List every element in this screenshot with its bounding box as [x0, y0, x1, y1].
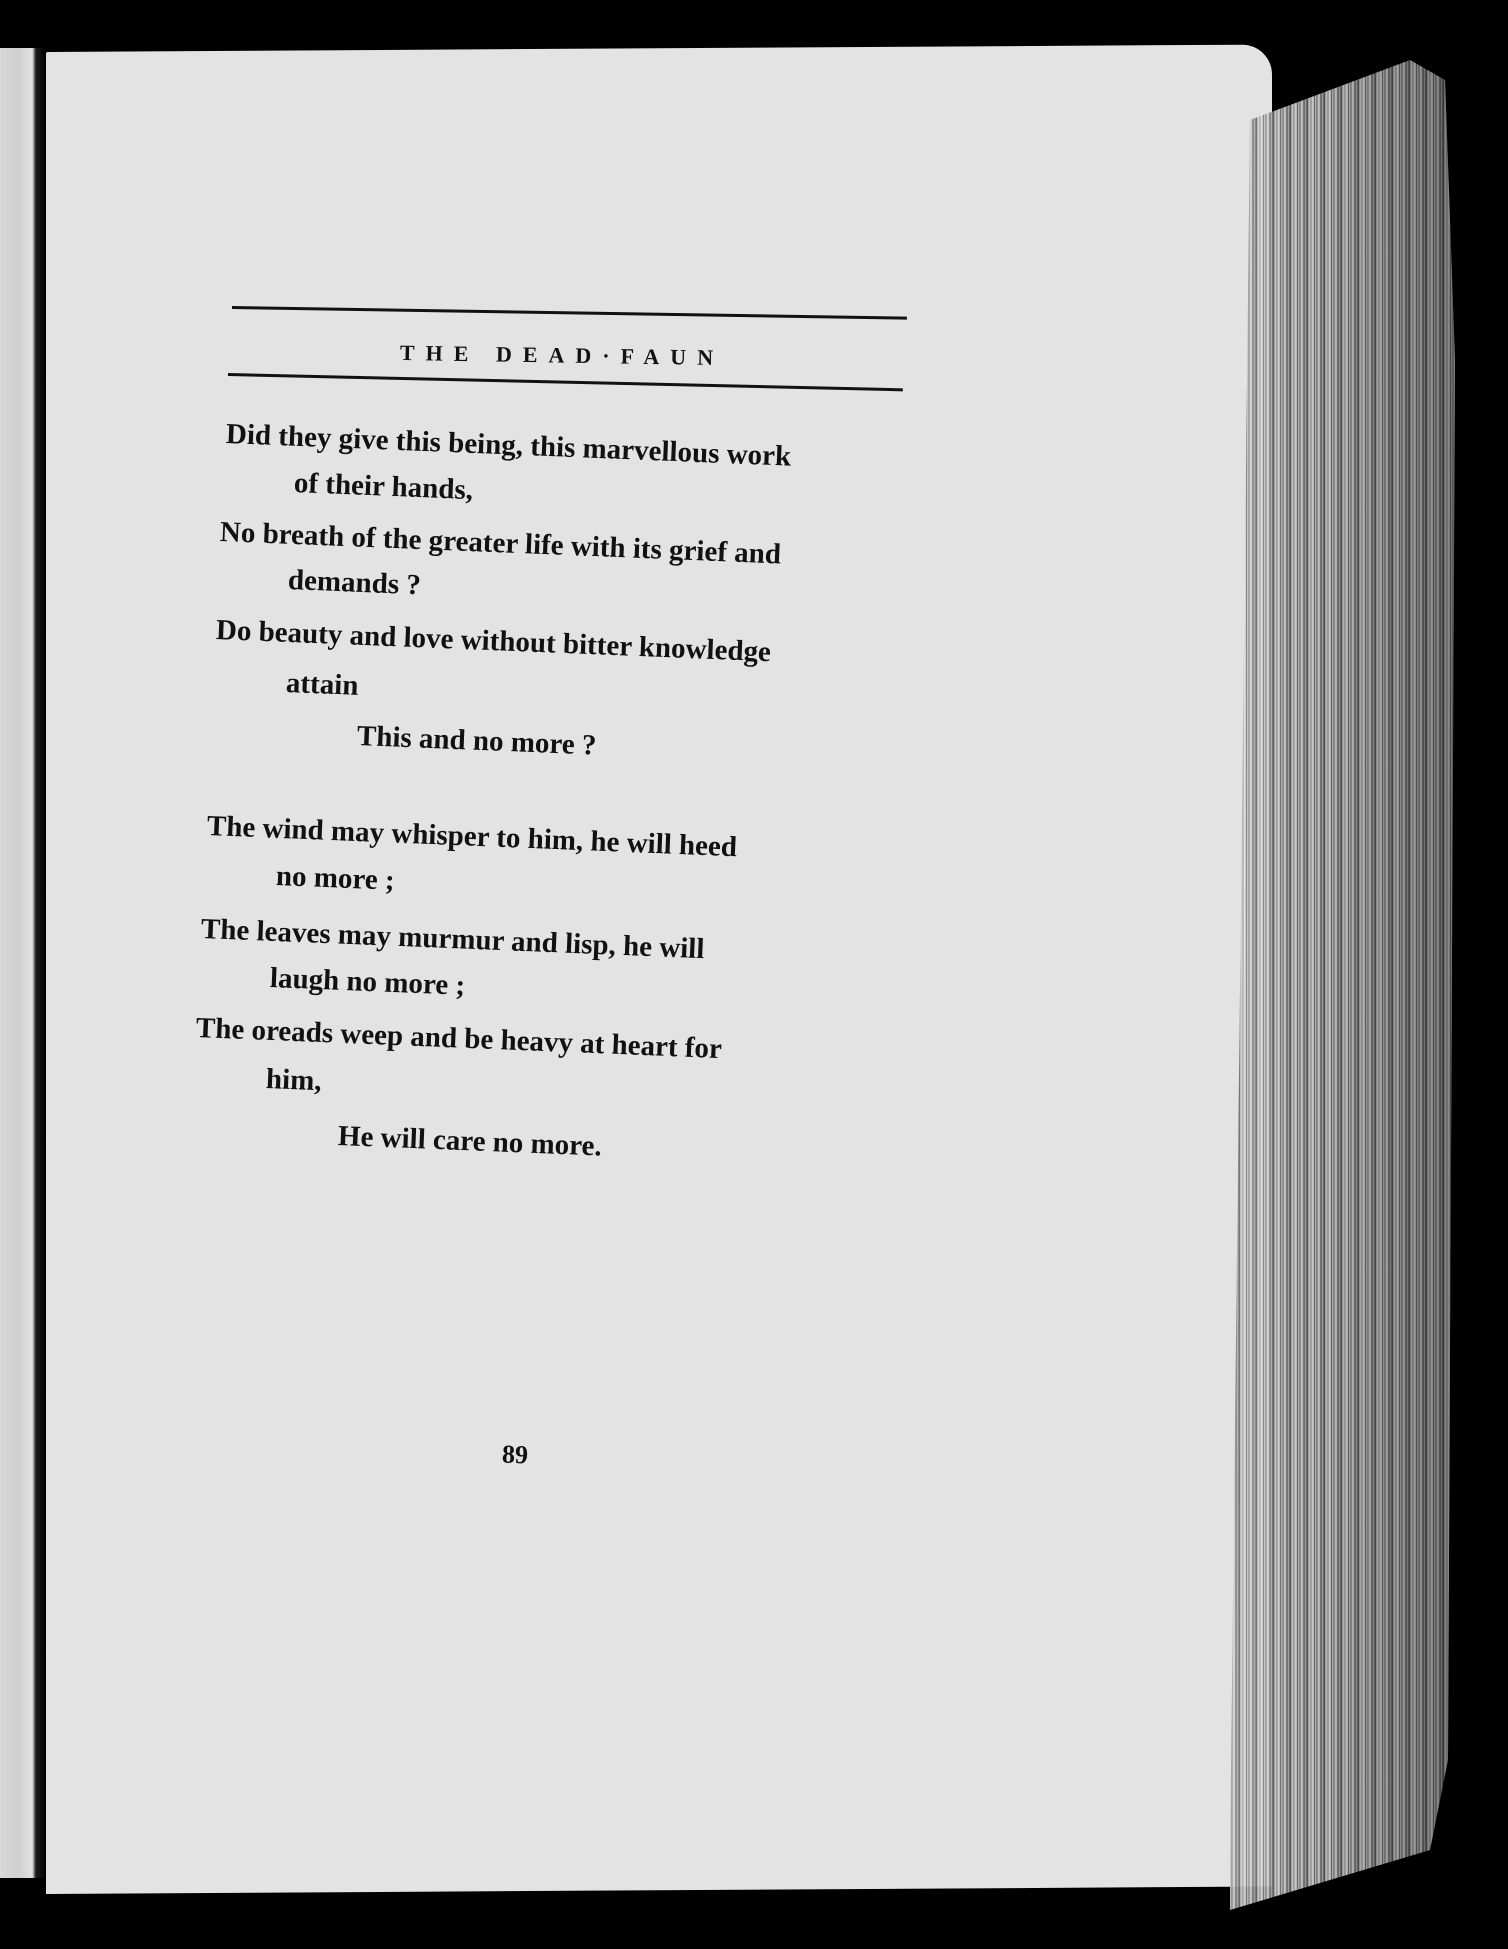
header-rule-bottom — [228, 373, 903, 391]
running-head: THE DEAD·FAUN — [399, 340, 725, 371]
verse-line: attain — [285, 667, 360, 702]
header-rule-top — [232, 306, 907, 320]
verse-line: demands ? — [287, 564, 422, 602]
verse-line: him, — [265, 1063, 323, 1098]
verse-line: The oreads weep and be heavy at heart for — [195, 1012, 723, 1066]
verse-line: Did they give this being, this marvellous work — [225, 418, 792, 473]
verse-line: of their hands, — [293, 467, 474, 507]
verse-line: This and no more ? — [356, 720, 598, 762]
verse-line: He will care no more. — [337, 1120, 603, 1163]
page-number: 89 — [501, 1439, 529, 1470]
verse-line: no more ; — [275, 860, 396, 897]
verse-line: laugh no more ; — [269, 962, 466, 1002]
verse-line: No breath of the greater life with its grief and — [219, 516, 782, 571]
verse-line: The leaves may murmur and lisp, he will — [200, 913, 706, 966]
verse-line: The wind may whisper to him, he will heed — [206, 810, 738, 864]
verse-line: Do beauty and love without bitter knowledge — [215, 614, 772, 669]
